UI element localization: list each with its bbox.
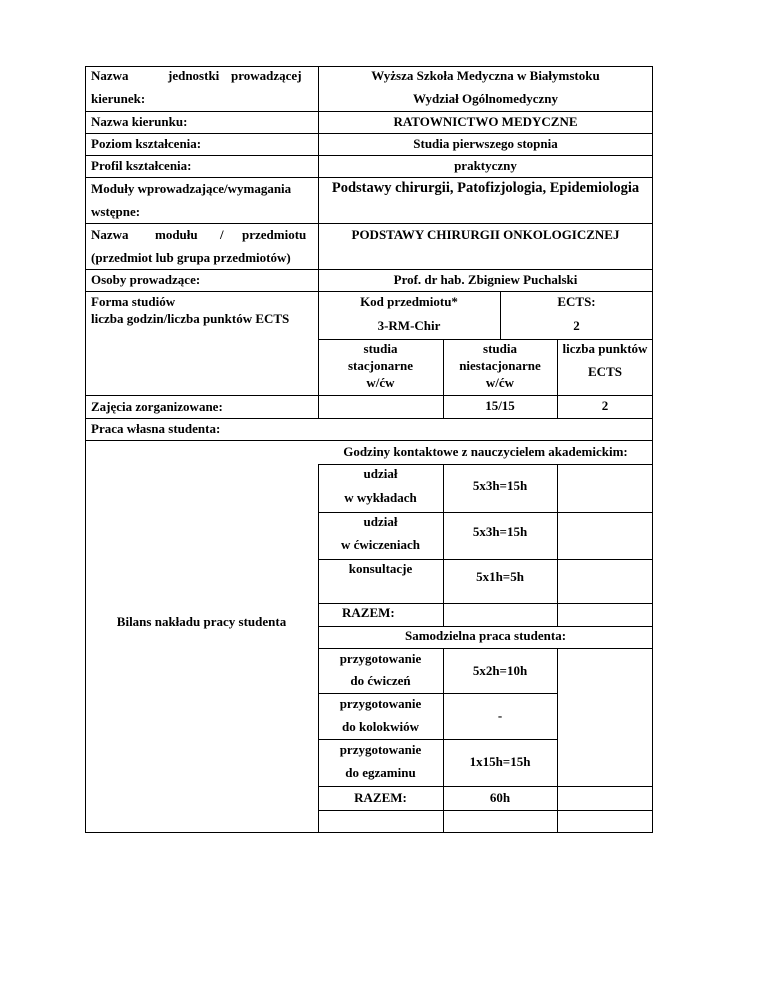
self-item-label-line2: do kolokwiów [342, 719, 419, 734]
self-item-value: 1x15h=15h [469, 754, 531, 769]
teachers-value: Prof. dr hab. Zbigniew Puchalski [393, 272, 578, 287]
col-stationary-header: studia [363, 341, 398, 356]
module-label-word: przedmiotu [242, 227, 307, 242]
program-label: Nazwa kierunku: [91, 114, 188, 129]
self-item-label: przygotowanie [339, 742, 422, 757]
col-extramural-header: studia [483, 341, 517, 356]
self-item-label: przygotowanie [339, 651, 422, 666]
unit-label-word: prowadzącej [231, 68, 302, 83]
self-item-label-line2: do ćwiczeń [350, 673, 411, 688]
code-header: Kod przedmiotu* [360, 294, 458, 309]
unit-label-word: jednostki [168, 68, 220, 83]
col-stationary-header: stacjonarne [348, 358, 413, 373]
contact-item-value: 5x3h=15h [472, 478, 528, 493]
col-points-header: liczba punktów [562, 341, 648, 356]
unit-value: Wyższa Szkoła Medyczna w Białymstoku [371, 68, 600, 83]
contact-item-label: udział [363, 514, 398, 529]
prereq-value: Podstawy chirurgii, Patofizjologia, Epidemiologia [331, 180, 640, 196]
self-total-value: 60h [489, 790, 511, 805]
unit-label-line2: kierunek: [91, 91, 146, 106]
module-label-word: modułu [155, 227, 198, 242]
ects-value: 2 [573, 318, 580, 333]
module-label-line2: (przedmiot lub grupa przedmiotów) [91, 250, 291, 265]
prereq-label: Moduły wprowadzające/wymagania [91, 181, 292, 196]
contact-item-label: konsultacje [348, 561, 413, 576]
level-value: Studia pierwszego stopnia [413, 136, 558, 151]
contact-item-label: udział [363, 466, 398, 481]
teachers-label: Osoby prowadzące: [91, 272, 201, 287]
profile-value: praktyczny [454, 158, 517, 173]
code-value: 3-RM-Chir [377, 318, 441, 333]
module-label-word: / [220, 227, 224, 242]
self-item-value: - [497, 708, 503, 723]
col-extramural-header: niestacjonarne [459, 358, 541, 373]
self-total-label: RAZEM: [354, 790, 407, 805]
prereq-label-line2: wstępne: [91, 204, 141, 219]
selfwork-label: Praca własna studenta: [91, 421, 221, 436]
contact-total-label: RAZEM: [342, 605, 395, 620]
contact-item-value: 5x3h=15h [472, 524, 528, 539]
self-item-value: 5x2h=10h [472, 663, 528, 678]
level-label: Poziom kształcenia: [91, 136, 202, 151]
self-item-label: przygotowanie [339, 696, 422, 711]
profile-label: Profil kształcenia: [91, 158, 192, 173]
program-value: RATOWNICTWO MEDYCZNE [393, 114, 578, 129]
unit-value-line2: Wydział Ogólnomedyczny [412, 91, 559, 106]
form-label-line2: liczba godzin/liczba punktów ECTS [91, 311, 290, 326]
form-label: Forma studiów [91, 294, 176, 309]
contact-header: Godziny kontaktowe z nauczycielem akademickim: [343, 444, 628, 459]
col-stationary-header: w/ćw [366, 375, 395, 390]
col-extramural-header: w/ćw [485, 375, 515, 390]
contact-item-label-line2: w wykładach [344, 490, 417, 505]
unit-label-word: Nazwa [91, 68, 129, 83]
self-header: Samodzielna praca studenta: [404, 628, 567, 643]
module-value: PODSTAWY CHIRURGII ONKOLOGICZNEJ [351, 227, 620, 242]
organized-extramural-value: 15/15 [485, 398, 515, 413]
contact-item-value: 5x1h=5h [476, 569, 524, 584]
balance-label: Bilans nakładu pracy studenta [116, 614, 287, 629]
col-points-header: ECTS [588, 364, 622, 379]
organized-label: Zajęcia zorganizowane: [91, 399, 223, 414]
contact-item-label-line2: w ćwiczeniach [340, 537, 421, 552]
module-label-word: Nazwa [91, 227, 129, 242]
organized-points-value: 2 [601, 398, 609, 413]
ects-header: ECTS: [557, 294, 596, 309]
self-item-label-line2: do egzaminu [345, 765, 416, 780]
